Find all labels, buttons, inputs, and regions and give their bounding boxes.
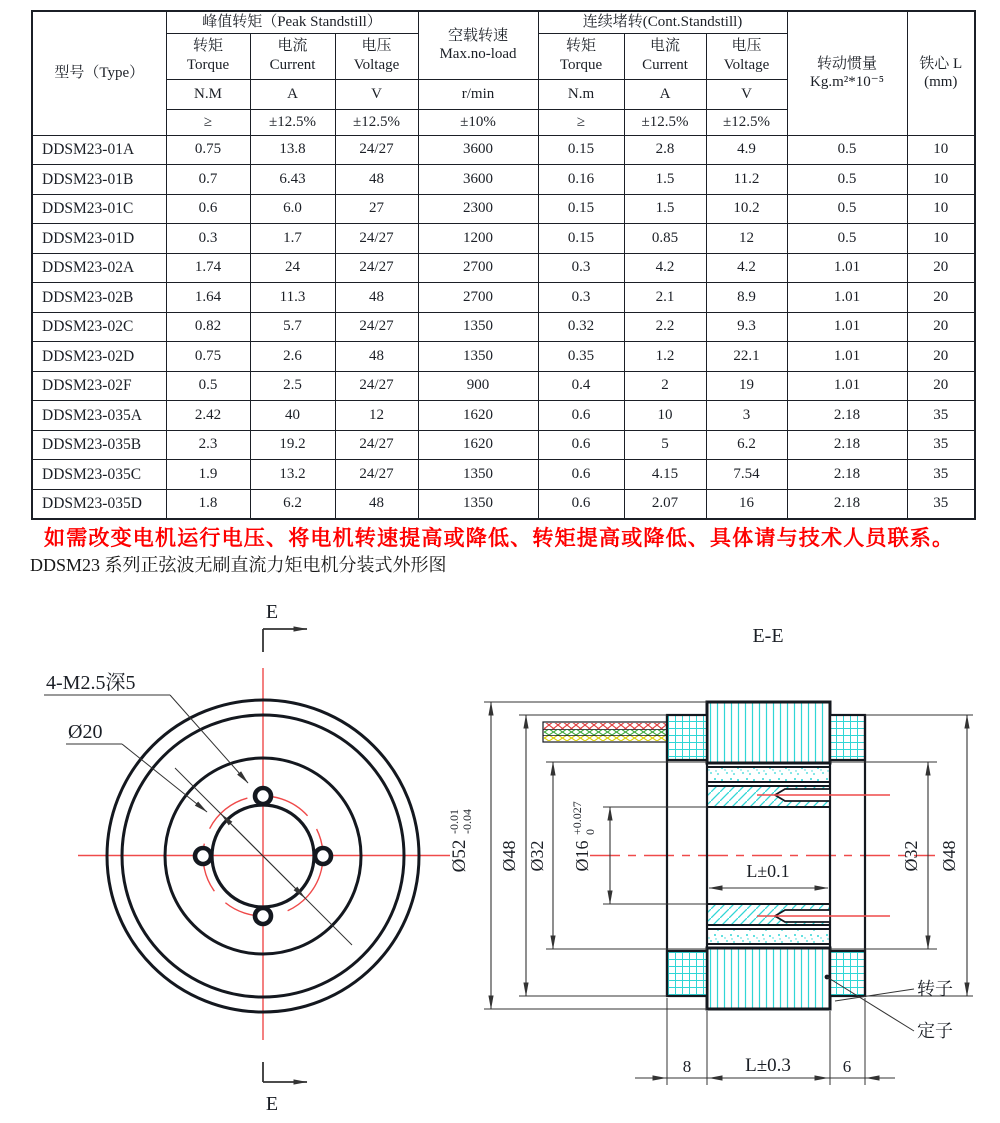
- svg-text:转子: 转子: [917, 979, 953, 999]
- table-cell: 1.01: [787, 312, 907, 342]
- col-group-peak: 峰值转矩（Peak Standstill）: [166, 11, 418, 33]
- svg-text:Ø32: Ø32: [527, 840, 547, 872]
- table-cell: 1.5: [624, 194, 706, 224]
- table-cell: 20: [907, 342, 975, 372]
- table-row: [32, 460, 975, 490]
- table-cell: 5: [624, 430, 706, 460]
- dim-label-d16: [570, 801, 597, 871]
- model-cell: DDSM23-01A: [32, 135, 166, 165]
- table-cell: 1.7: [250, 224, 335, 254]
- dim-stack-length: [635, 1055, 895, 1078]
- table-cell: 0.6: [538, 430, 624, 460]
- svg-text:+0.027: +0.027: [570, 801, 584, 835]
- holes-callout-label: 4-M2.5深5: [46, 672, 136, 694]
- table-cell: 3600: [418, 135, 538, 165]
- tolerance-cell: ≥: [538, 109, 624, 135]
- model-cell: DDSM23-035B: [32, 430, 166, 460]
- table-cell: 10: [907, 165, 975, 195]
- tolerance-cell: ±12.5%: [706, 109, 787, 135]
- table-cell: 4.2: [706, 253, 787, 283]
- model-cell: DDSM23-02F: [32, 371, 166, 401]
- table-cell: 10: [907, 135, 975, 165]
- table-cell: 1200: [418, 224, 538, 254]
- table-cell: 20: [907, 253, 975, 283]
- table-cell: 22.1: [706, 342, 787, 372]
- spec-table: [31, 10, 976, 520]
- model-cell: DDSM23-02A: [32, 253, 166, 283]
- section-marker-bottom: [263, 1062, 307, 1115]
- table-cell: 16: [706, 489, 787, 519]
- table-row: [32, 342, 975, 372]
- table-cell: 6.2: [250, 489, 335, 519]
- table-cell: 40: [250, 401, 335, 431]
- tolerance-cell: ±12.5%: [335, 109, 418, 135]
- table-cell: 4.15: [624, 460, 706, 490]
- table-cell: 0.85: [624, 224, 706, 254]
- table-cell: 20: [907, 312, 975, 342]
- drawing-caption: DDSM23 系列正弦波无刷直流力矩电机分装式外形图: [30, 555, 447, 575]
- tolerance-cell: ≥: [166, 109, 250, 135]
- table-cell: 48: [335, 283, 418, 313]
- table-cell: 24/27: [335, 430, 418, 460]
- table-cell: 1.01: [787, 371, 907, 401]
- table-cell: 1620: [418, 401, 538, 431]
- svg-text:0: 0: [583, 829, 597, 835]
- front-view: [44, 601, 450, 1115]
- unit-cell: V: [706, 79, 787, 109]
- tolerance-cell: ±12.5%: [250, 109, 335, 135]
- table-cell: 0.5: [787, 135, 907, 165]
- table-cell: 900: [418, 371, 538, 401]
- stator-core-bottom: [707, 948, 830, 1009]
- voltage-note: 如需改变电机运行电压、将电机转速提高或降低、转矩提高或降低、具体请与技术人员联系。: [44, 526, 955, 550]
- table-cell: 20: [907, 283, 975, 313]
- table-cell: 2700: [418, 253, 538, 283]
- svg-text:Ø48: Ø48: [939, 840, 959, 872]
- table-cell: 2300: [418, 194, 538, 224]
- table-cell: 1.64: [166, 283, 250, 313]
- table-cell: 0.82: [166, 312, 250, 342]
- table-cell: 2.18: [787, 401, 907, 431]
- table-cell: 6.2: [706, 430, 787, 460]
- table-cell: 48: [335, 489, 418, 519]
- table-cell: 1.01: [787, 342, 907, 372]
- table-cell: 0.15: [538, 224, 624, 254]
- col-header-noload: 空载转速 Max.no-load: [418, 11, 538, 79]
- table-row: [32, 371, 975, 401]
- dim-label-d32-right: [901, 841, 921, 872]
- table-cell: 0.6: [538, 401, 624, 431]
- table-cell: 8.9: [706, 283, 787, 313]
- svg-text:定子: 定子: [917, 1021, 953, 1041]
- model-cell: DDSM23-01D: [32, 224, 166, 254]
- sub-header: 转矩 Torque: [166, 33, 250, 79]
- table-cell: 1350: [418, 342, 538, 372]
- model-cell: DDSM23-035C: [32, 460, 166, 490]
- table-cell: 2.8: [624, 135, 706, 165]
- table-cell: 0.15: [538, 135, 624, 165]
- table-cell: 0.6: [166, 194, 250, 224]
- table-cell: 6.0: [250, 194, 335, 224]
- dim-label-d48-right: [939, 841, 959, 872]
- table-cell: 10: [907, 224, 975, 254]
- winding-block: [830, 715, 865, 760]
- table-cell: 6.43: [250, 165, 335, 195]
- table-cell: 1350: [418, 460, 538, 490]
- table-cell: 0.75: [166, 342, 250, 372]
- table-cell: 0.15: [538, 194, 624, 224]
- unit-cell: N.M: [166, 79, 250, 109]
- table-cell: 3: [706, 401, 787, 431]
- stator-core-top: [707, 702, 830, 763]
- table-cell: 1.01: [787, 253, 907, 283]
- svg-text:L±0.3: L±0.3: [745, 1055, 791, 1076]
- svg-text:-0.04: -0.04: [460, 809, 474, 834]
- section-view-title: E-E: [752, 625, 784, 647]
- table-row: [32, 312, 975, 342]
- table-cell: 11.3: [250, 283, 335, 313]
- table-row: [32, 430, 975, 460]
- table-cell: 19: [706, 371, 787, 401]
- lead-wires: [543, 722, 667, 742]
- table-cell: 1620: [418, 430, 538, 460]
- unit-cell: A: [250, 79, 335, 109]
- table-cell: 0.6: [538, 489, 624, 519]
- table-cell: 0.35: [538, 342, 624, 372]
- col-header-type: 型号（Type）: [32, 11, 166, 135]
- table-cell: 2.42: [166, 401, 250, 431]
- table-row: [32, 489, 975, 519]
- svg-text:-0.01: -0.01: [447, 809, 461, 834]
- table-cell: 10: [624, 401, 706, 431]
- unit-cell: r/min: [418, 79, 538, 109]
- table-cell: 0.5: [787, 165, 907, 195]
- table-cell: 1350: [418, 312, 538, 342]
- table-cell: 35: [907, 460, 975, 490]
- tolerance-cell: ±12.5%: [624, 109, 706, 135]
- table-cell: 0.4: [538, 371, 624, 401]
- table-cell: 0.75: [166, 135, 250, 165]
- col-header-inertia: 转动惯量 Kg.m²*10⁻⁵: [787, 11, 907, 135]
- magnet-band: [707, 929, 830, 944]
- model-cell: DDSM23-035A: [32, 401, 166, 431]
- model-cell: DDSM23-035D: [32, 489, 166, 519]
- table-cell: 24/27: [335, 371, 418, 401]
- dim-label-d52: [447, 809, 474, 872]
- svg-text:L±0.1: L±0.1: [746, 861, 790, 881]
- table-cell: 24/27: [335, 135, 418, 165]
- table-cell: 19.2: [250, 430, 335, 460]
- table-cell: 3600: [418, 165, 538, 195]
- table-cell: 0.3: [166, 224, 250, 254]
- model-cell: DDSM23-01C: [32, 194, 166, 224]
- table-cell: 0.5: [787, 194, 907, 224]
- table-row: [32, 224, 975, 254]
- dim-label-d32-left: [527, 841, 547, 872]
- table-cell: 2.3: [166, 430, 250, 460]
- table-cell: 35: [907, 489, 975, 519]
- table-cell: 1.2: [624, 342, 706, 372]
- table-cell: 5.7: [250, 312, 335, 342]
- table-cell: 1.74: [166, 253, 250, 283]
- table-cell: 0.6: [538, 460, 624, 490]
- section-letter: E: [265, 1093, 279, 1115]
- table-cell: 0.5: [166, 371, 250, 401]
- table-cell: 10.2: [706, 194, 787, 224]
- svg-text:Ø48: Ø48: [499, 840, 519, 872]
- table-cell: 24: [250, 253, 335, 283]
- table-cell: 2.18: [787, 460, 907, 490]
- sub-header: 电压 Voltage: [706, 33, 787, 79]
- table-cell: 24/27: [335, 253, 418, 283]
- table-cell: 27: [335, 194, 418, 224]
- winding-block: [667, 715, 707, 760]
- winding-block: [667, 951, 707, 996]
- table-cell: 1.9: [166, 460, 250, 490]
- model-cell: DDSM23-02C: [32, 312, 166, 342]
- table-cell: 10: [907, 194, 975, 224]
- svg-text:Ø32: Ø32: [901, 840, 921, 872]
- table-cell: 4.2: [624, 253, 706, 283]
- table-cell: 2.1: [624, 283, 706, 313]
- sub-header: 电流 Current: [624, 33, 706, 79]
- model-cell: DDSM23-02D: [32, 342, 166, 372]
- table-cell: 12: [335, 401, 418, 431]
- table-cell: 7.54: [706, 460, 787, 490]
- table-row: [32, 253, 975, 283]
- table-cell: 13.2: [250, 460, 335, 490]
- outline-drawing: [0, 585, 1000, 1123]
- table-cell: 35: [907, 430, 975, 460]
- table-cell: 35: [907, 401, 975, 431]
- model-cell: DDSM23-01B: [32, 165, 166, 195]
- unit-cell: N.m: [538, 79, 624, 109]
- table-cell: 2.5: [250, 371, 335, 401]
- bolt-circle-label: Ø20: [68, 721, 103, 743]
- unit-cell: V: [335, 79, 418, 109]
- table-row: [32, 135, 975, 165]
- table-row: [32, 165, 975, 195]
- dim-label-d48-left: [499, 841, 519, 872]
- section-view: [447, 625, 973, 1085]
- table-cell: 4.9: [706, 135, 787, 165]
- table-cell: 2.07: [624, 489, 706, 519]
- table-cell: 2700: [418, 283, 538, 313]
- table-cell: 0.16: [538, 165, 624, 195]
- section-letter: E: [265, 601, 279, 623]
- table-cell: 12: [706, 224, 787, 254]
- table-cell: 1.01: [787, 283, 907, 313]
- svg-text:Ø52: Ø52: [449, 839, 470, 873]
- table-cell: 20: [907, 371, 975, 401]
- table-row: [32, 283, 975, 313]
- dim-core-length: [709, 861, 828, 888]
- table-cell: 13.8: [250, 135, 335, 165]
- table-cell: 0.3: [538, 253, 624, 283]
- svg-text:6: 6: [842, 1057, 852, 1076]
- table-cell: 0.32: [538, 312, 624, 342]
- svg-text:8: 8: [682, 1057, 692, 1076]
- table-cell: 24/27: [335, 312, 418, 342]
- table-row: [32, 401, 975, 431]
- table-cell: 24/27: [335, 460, 418, 490]
- table-cell: 24/27: [335, 224, 418, 254]
- unit-cell: A: [624, 79, 706, 109]
- sub-header: 电流 Current: [250, 33, 335, 79]
- table-cell: 2.18: [787, 430, 907, 460]
- table-row: [32, 194, 975, 224]
- sub-header: 转矩 Torque: [538, 33, 624, 79]
- sub-header: 电压 Voltage: [335, 33, 418, 79]
- table-cell: 9.3: [706, 312, 787, 342]
- table-cell: 1350: [418, 489, 538, 519]
- table-cell: 2.2: [624, 312, 706, 342]
- table-cell: 0.7: [166, 165, 250, 195]
- table-cell: 1.8: [166, 489, 250, 519]
- col-group-cont: 连续堵转(Cont.Standstill): [538, 11, 787, 33]
- crosshair: [78, 668, 450, 1040]
- section-marker-top: [263, 601, 307, 652]
- table-cell: 0.5: [787, 224, 907, 254]
- table-cell: 1.5: [624, 165, 706, 195]
- table-cell: 0.3: [538, 283, 624, 313]
- model-cell: DDSM23-02B: [32, 283, 166, 313]
- table-cell: 48: [335, 165, 418, 195]
- magnet-band: [707, 767, 830, 782]
- tolerance-cell: ±10%: [418, 109, 538, 135]
- table-cell: 48: [335, 342, 418, 372]
- table-cell: 2.6: [250, 342, 335, 372]
- table-cell: 11.2: [706, 165, 787, 195]
- svg-text:Ø16: Ø16: [572, 840, 592, 872]
- table-cell: 2: [624, 371, 706, 401]
- table-cell: 2.18: [787, 489, 907, 519]
- col-header-core-length: 铁心 L (mm): [907, 11, 975, 135]
